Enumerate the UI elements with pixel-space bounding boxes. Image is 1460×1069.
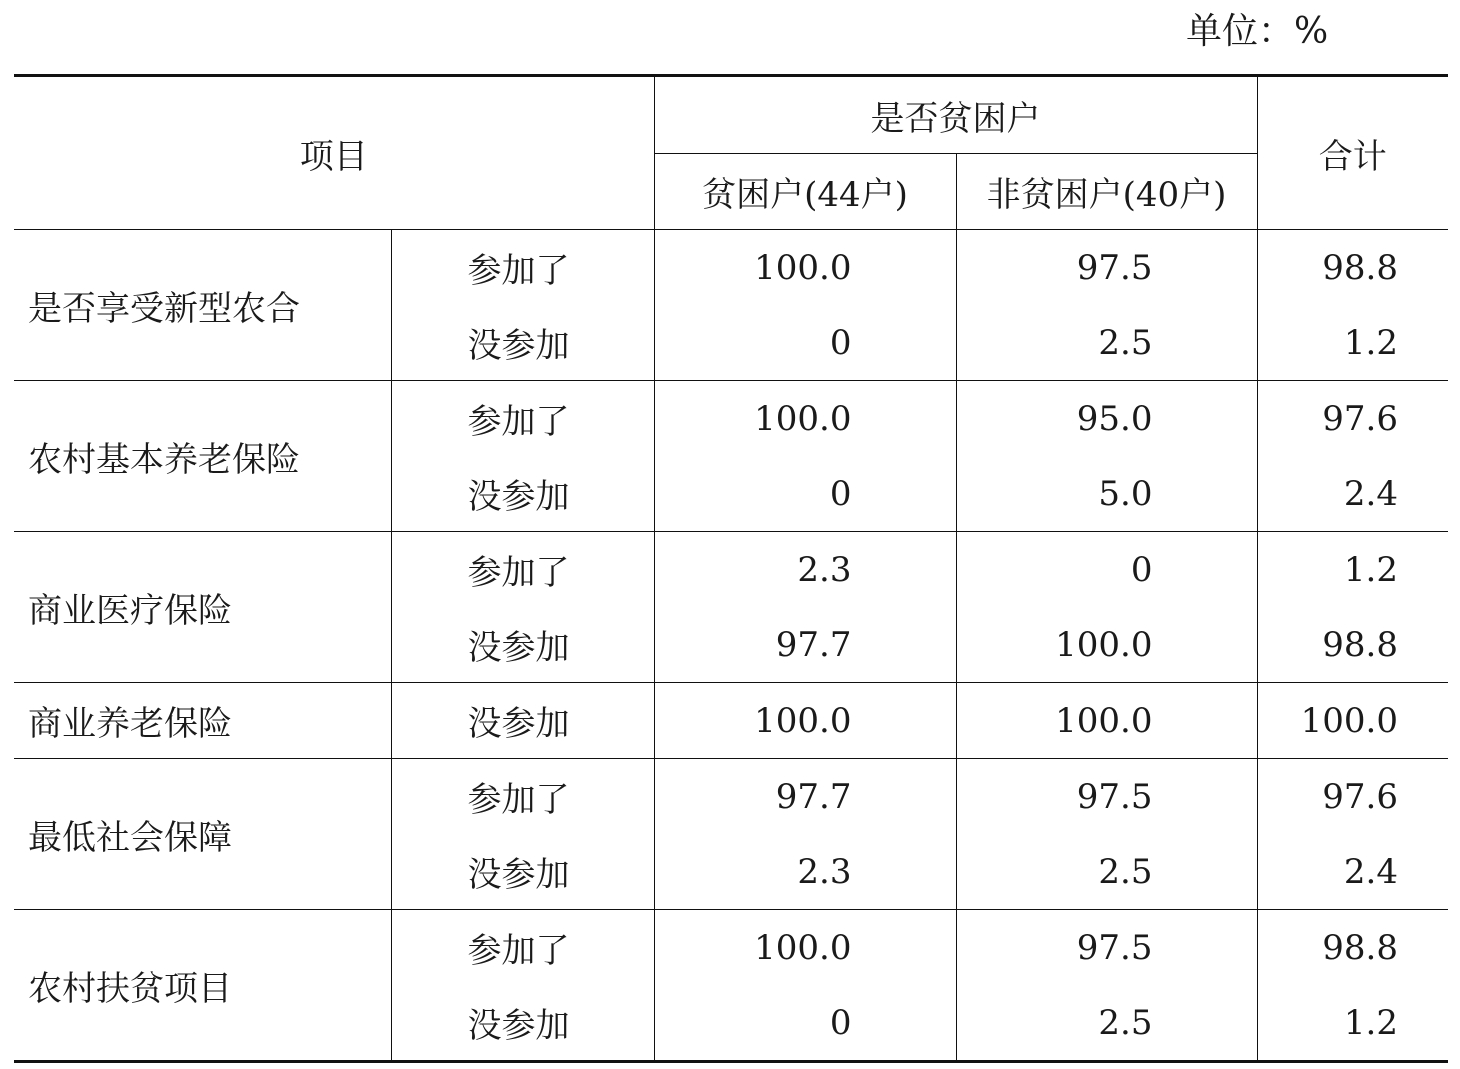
header-poor: 贫困户(44户) <box>654 154 956 230</box>
row-item-name: 商业医疗保险 <box>14 532 391 683</box>
cell-poor: 0 <box>654 305 956 381</box>
cell-total: 2.4 <box>1257 834 1448 910</box>
row-status: 没参加 <box>391 305 654 381</box>
row-status: 参加了 <box>391 759 654 835</box>
header-item: 项目 <box>14 76 654 230</box>
row-status: 参加了 <box>391 381 654 457</box>
table-row <box>14 759 1448 835</box>
unit-label: 单位：% <box>1186 11 1329 52</box>
cell-nonpoor: 97.5 <box>956 230 1257 306</box>
header-nonpoor: 非贫困户(40户) <box>956 154 1257 230</box>
cell-total: 98.8 <box>1257 607 1448 683</box>
cell-total: 97.6 <box>1257 759 1448 835</box>
table-row <box>14 532 1448 608</box>
data-table <box>14 74 1448 1063</box>
cell-nonpoor: 2.5 <box>956 305 1257 381</box>
cell-poor: 100.0 <box>654 910 956 986</box>
table-row <box>14 230 1448 306</box>
cell-total: 2.4 <box>1257 456 1448 532</box>
cell-total: 1.2 <box>1257 305 1448 381</box>
row-item-name: 农村扶贫项目 <box>14 910 391 1062</box>
cell-total: 98.8 <box>1257 230 1448 306</box>
cell-poor: 97.7 <box>654 759 956 835</box>
row-item-name: 是否享受新型农合 <box>14 230 391 381</box>
cell-nonpoor: 97.5 <box>956 910 1257 986</box>
row-status: 参加了 <box>391 910 654 986</box>
cell-poor: 0 <box>654 985 956 1062</box>
cell-poor: 97.7 <box>654 607 956 683</box>
table-body <box>14 230 1448 1062</box>
cell-nonpoor: 100.0 <box>956 607 1257 683</box>
row-item-name: 商业养老保险 <box>14 683 391 759</box>
cell-poor: 0 <box>654 456 956 532</box>
cell-total: 1.2 <box>1257 985 1448 1062</box>
row-status: 参加了 <box>391 230 654 306</box>
table-row <box>14 910 1448 986</box>
row-status: 没参加 <box>391 456 654 532</box>
cell-total: 98.8 <box>1257 910 1448 986</box>
cell-nonpoor: 2.5 <box>956 985 1257 1062</box>
row-status: 没参加 <box>391 607 654 683</box>
row-status: 没参加 <box>391 834 654 910</box>
cell-total: 100.0 <box>1257 683 1448 759</box>
row-status: 参加了 <box>391 532 654 608</box>
cell-nonpoor: 100.0 <box>956 683 1257 759</box>
table-row <box>14 381 1448 457</box>
cell-poor: 2.3 <box>654 532 956 608</box>
cell-total: 1.2 <box>1257 532 1448 608</box>
row-status: 没参加 <box>391 683 654 759</box>
header-group: 是否贫困户 <box>654 76 1257 154</box>
cell-poor: 100.0 <box>654 381 956 457</box>
cell-poor: 2.3 <box>654 834 956 910</box>
table-row <box>14 683 1448 759</box>
cell-total: 97.6 <box>1257 381 1448 457</box>
cell-nonpoor: 2.5 <box>956 834 1257 910</box>
cell-nonpoor: 5.0 <box>956 456 1257 532</box>
cell-nonpoor: 0 <box>956 532 1257 608</box>
cell-nonpoor: 95.0 <box>956 381 1257 457</box>
cell-nonpoor: 97.5 <box>956 759 1257 835</box>
header-total: 合计 <box>1257 76 1448 230</box>
row-status: 没参加 <box>391 985 654 1062</box>
cell-poor: 100.0 <box>654 230 956 306</box>
cell-poor: 100.0 <box>654 683 956 759</box>
row-item-name: 最低社会保障 <box>14 759 391 910</box>
row-item-name: 农村基本养老保险 <box>14 381 391 532</box>
